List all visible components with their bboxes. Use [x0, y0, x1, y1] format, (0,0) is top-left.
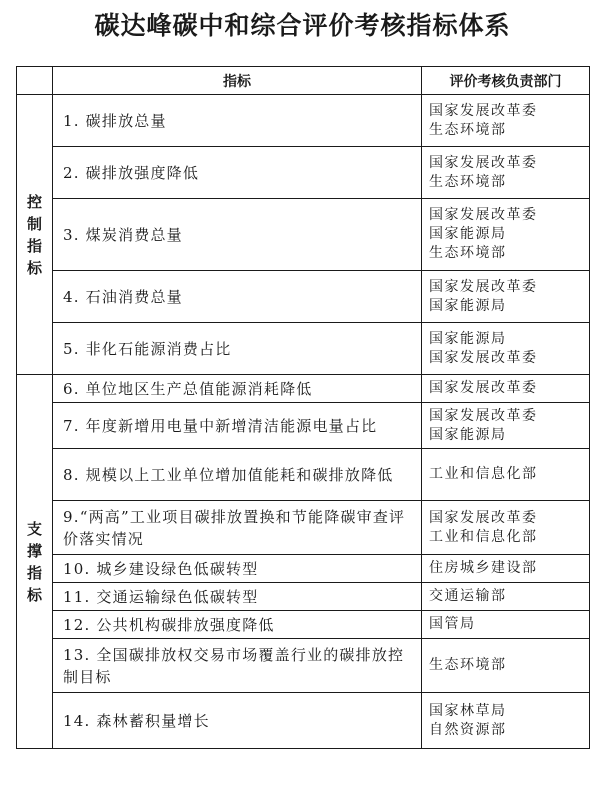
department-cell — [422, 95, 590, 147]
department-name: 国家发展改革委 — [429, 278, 538, 295]
group-label-cell — [17, 95, 53, 375]
table-row — [17, 147, 590, 199]
department-cell — [422, 271, 590, 323]
department-name: 国家发展改革委 — [429, 380, 538, 396]
table-row — [17, 375, 590, 403]
indicator-cell: 4. 石油消费总量 — [53, 271, 422, 323]
department-cell — [422, 375, 590, 403]
department-name: 国家能源局 — [429, 426, 507, 443]
table-row — [17, 583, 590, 611]
indicator-cell: 5. 非化石能源消费占比 — [53, 323, 422, 375]
department-name: 国管局 — [429, 616, 476, 632]
department-name: 生态环境部 — [429, 121, 507, 138]
department-cell — [422, 555, 590, 583]
indicator-cell: 12. 公共机构碳排放强度降低 — [53, 611, 422, 639]
indicator-cell: 9.“两高”工业项目碳排放置换和节能降碳审查评价落实情况 — [53, 501, 422, 555]
indicator-cell: 10. 城乡建设绿色低碳转型 — [53, 555, 422, 583]
indicator-table — [16, 66, 590, 749]
department-name: 国家发展改革委 — [429, 154, 538, 171]
department-name: 自然资源部 — [429, 721, 507, 738]
department-cell — [422, 583, 590, 611]
indicator-cell: 8. 规模以上工业单位增加值能耗和碳排放降低 — [53, 449, 422, 501]
department-name: 国家能源局 — [429, 226, 507, 242]
table-row — [17, 501, 590, 555]
table-row — [17, 639, 590, 693]
group-label-cell — [17, 375, 53, 749]
table-row — [17, 271, 590, 323]
department-name: 生态环境部 — [429, 173, 507, 190]
indicator-cell: 3. 煤炭消费总量 — [53, 199, 422, 271]
table-row — [17, 449, 590, 501]
department-name: 生态环境部 — [429, 657, 507, 673]
table-row — [17, 555, 590, 583]
page-title: 碳达峰碳中和综合评价考核指标体系 — [94, 11, 511, 40]
table-body — [17, 95, 590, 749]
department-name: 工业和信息化部 — [429, 528, 538, 545]
department-name: 交通运输部 — [429, 588, 507, 604]
indicator-cell: 11. 交通运输绿色低碳转型 — [53, 583, 422, 611]
table-row — [17, 95, 590, 147]
department-name: 国家发展改革委 — [429, 407, 538, 424]
group-label: 支撑指标 — [26, 519, 42, 604]
department-name: 住房城乡建设部 — [429, 560, 538, 576]
table-header-row — [17, 67, 590, 95]
table-row — [17, 693, 590, 749]
table-row — [17, 611, 590, 639]
department-cell — [422, 501, 590, 555]
header-department: 评价考核负责部门 — [422, 67, 590, 95]
header-corner — [17, 67, 53, 95]
table-row — [17, 403, 590, 449]
department-name: 生态环境部 — [429, 245, 507, 261]
department-cell — [422, 147, 590, 199]
department-cell — [422, 693, 590, 749]
department-name: 国家能源局 — [429, 330, 507, 347]
indicator-cell: 7. 年度新增用电量中新增清洁能源电量占比 — [53, 403, 422, 449]
indicator-cell: 6. 单位地区生产总值能源消耗降低 — [53, 375, 422, 403]
department-name: 国家发展改革委 — [429, 349, 538, 366]
header-indicator: 指标 — [53, 67, 422, 95]
indicator-cell: 14. 森林蓄积量增长 — [53, 693, 422, 749]
department-name: 国家发展改革委 — [429, 509, 538, 526]
department-name: 国家发展改革委 — [429, 102, 538, 119]
department-cell — [422, 323, 590, 375]
table-row — [17, 199, 590, 271]
indicator-cell: 1. 碳排放总量 — [53, 95, 422, 147]
department-cell — [422, 449, 590, 501]
department-name: 国家发展改革委 — [429, 207, 538, 223]
department-name: 国家能源局 — [429, 297, 507, 314]
department-cell — [422, 611, 590, 639]
department-cell — [422, 199, 590, 271]
department-name: 工业和信息化部 — [429, 466, 538, 482]
table-row — [17, 323, 590, 375]
group-label: 控制指标 — [26, 192, 42, 277]
department-cell — [422, 639, 590, 693]
department-name: 国家林草局 — [429, 702, 507, 719]
indicator-cell: 2. 碳排放强度降低 — [53, 147, 422, 199]
department-cell — [422, 403, 590, 449]
indicator-cell: 13. 全国碳排放权交易市场覆盖行业的碳排放控制目标 — [53, 639, 422, 693]
